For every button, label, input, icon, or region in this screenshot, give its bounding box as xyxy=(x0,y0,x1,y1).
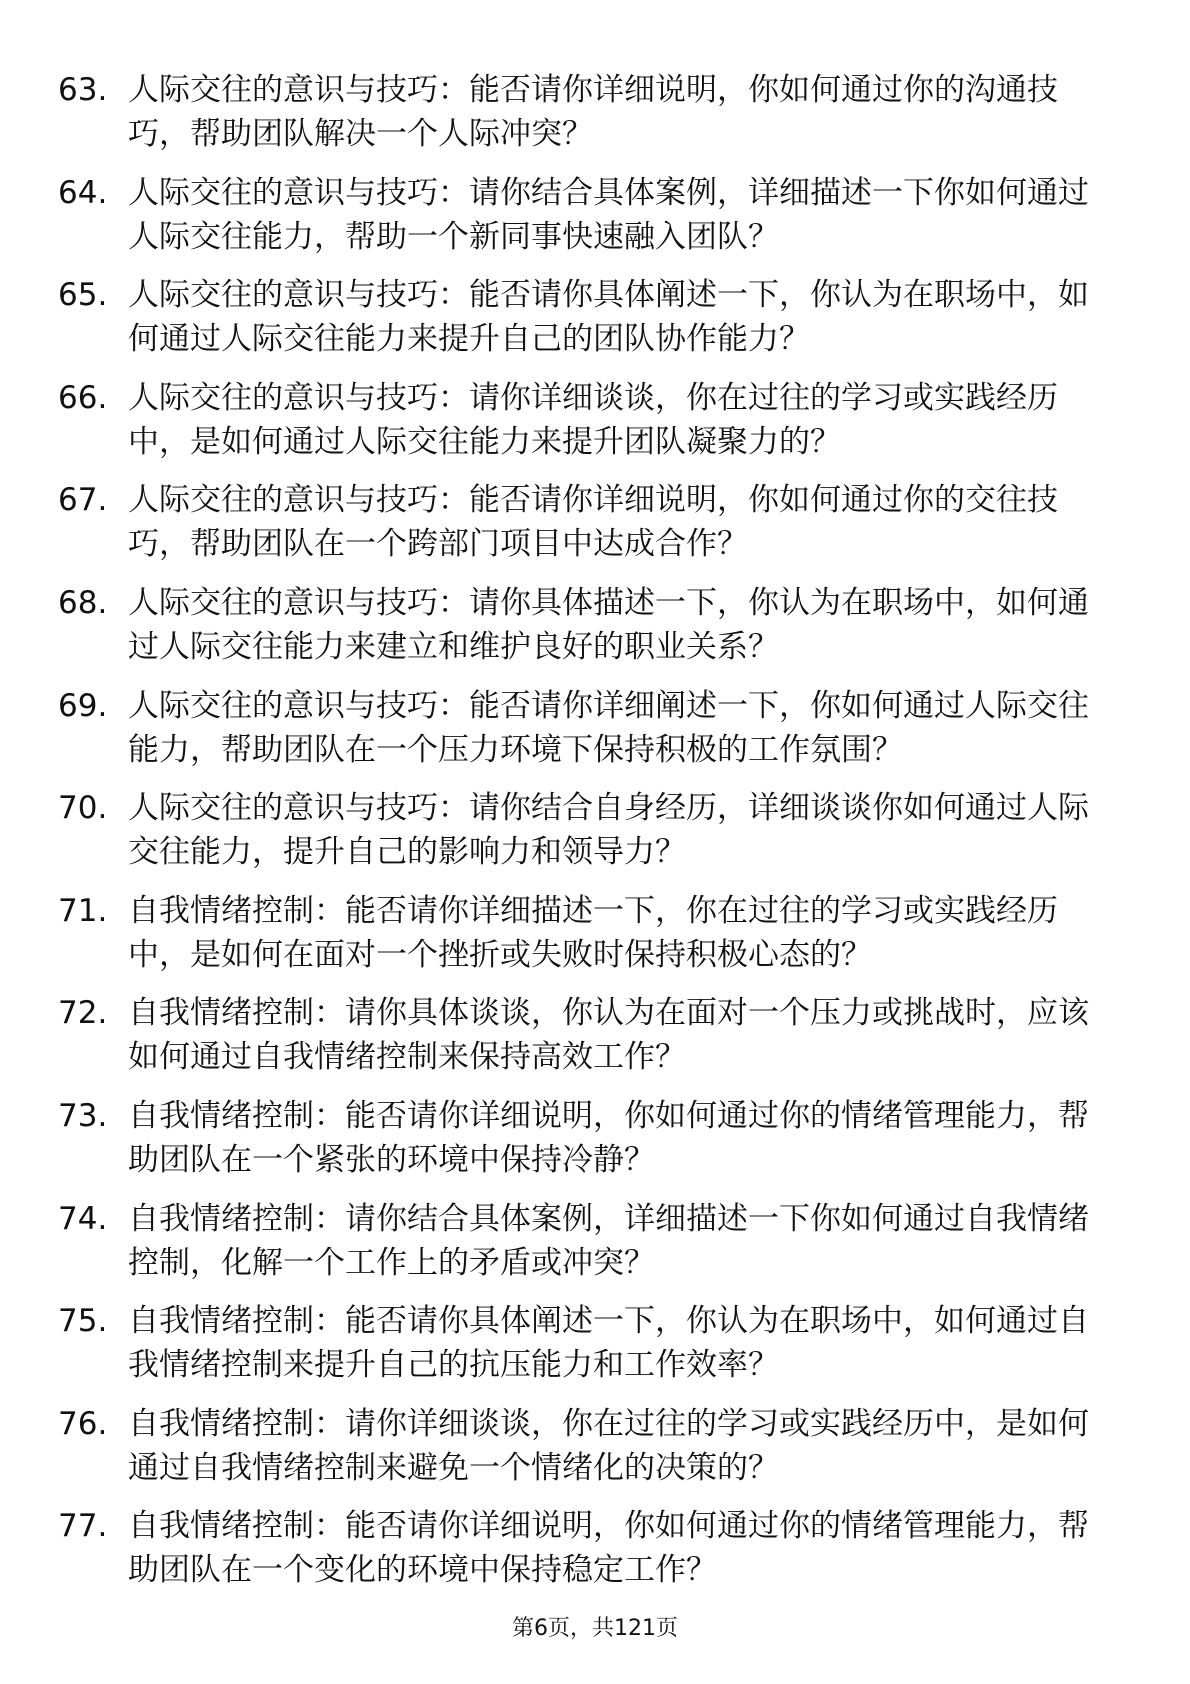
question-number: 71. xyxy=(58,892,108,929)
question-number: 73. xyxy=(58,1097,108,1134)
question-text: 自我情绪控制：能否请你具体阐述一下，你认为在职场中，如何通过自我情绪控制来提升自己的抗压能力和工作效率？ xyxy=(128,1303,1089,1384)
question-number: 66. xyxy=(58,379,108,416)
question-item xyxy=(0,581,1190,684)
question-item xyxy=(0,273,1190,376)
question-number: 72. xyxy=(58,995,108,1032)
question-number: 69. xyxy=(58,687,108,724)
question-number: 70. xyxy=(58,790,108,827)
question-item xyxy=(0,1504,1190,1607)
question-item xyxy=(0,889,1190,992)
question-text: 人际交往的意识与技巧：能否请你具体阐述一下，你认为在职场中，如何通过人际交往能力来提升自己的团队协作能力？ xyxy=(128,277,1089,358)
question-number: 64. xyxy=(58,174,108,211)
question-number: 77. xyxy=(58,1508,108,1545)
question-number: 65. xyxy=(58,277,108,314)
question-item xyxy=(0,1094,1190,1197)
question-item xyxy=(0,684,1190,787)
question-number: 74. xyxy=(58,1200,108,1237)
question-text: 自我情绪控制：能否请你详细说明，你如何通过你的情绪管理能力，帮助团队在一个变化的环境中保持稳定工作？ xyxy=(128,1508,1089,1589)
question-text: 人际交往的意识与技巧：能否请你详细阐述一下，你如何通过人际交往能力，帮助团队在一个压力环境下保持积极的工作氛围？ xyxy=(128,687,1089,768)
question-item xyxy=(0,68,1190,171)
question-text: 自我情绪控制：请你结合具体案例，详细描述一下你如何通过自我情绪控制，化解一个工作上的矛盾或冲突？ xyxy=(128,1200,1089,1281)
question-text: 自我情绪控制：请你具体谈谈，你认为在面对一个压力或挑战时，应该如何通过自我情绪控制来保持高效工作？ xyxy=(128,995,1089,1076)
question-text: 自我情绪控制：请你详细谈谈，你在过往的学习或实践经历中，是如何通过自我情绪控制来避免一个情绪化的决策的？ xyxy=(128,1405,1089,1486)
question-list xyxy=(0,68,1190,1607)
question-item xyxy=(0,1197,1190,1300)
question-number: 75. xyxy=(58,1303,108,1340)
question-item xyxy=(0,1402,1190,1505)
question-text: 自我情绪控制：能否请你详细描述一下，你在过往的学习或实践经历中，是如何在面对一个挫折或失败时保持积极心态的？ xyxy=(128,892,1058,973)
page-footer: 第6页，共121页 xyxy=(512,1616,678,1641)
question-number: 67. xyxy=(58,482,108,519)
question-item xyxy=(0,991,1190,1094)
question-item xyxy=(0,478,1190,581)
question-item xyxy=(0,786,1190,889)
question-number: 76. xyxy=(58,1405,108,1442)
question-item xyxy=(0,171,1190,274)
question-text: 人际交往的意识与技巧：能否请你详细说明，你如何通过你的交往技巧，帮助团队在一个跨部门项目中达成合作？ xyxy=(128,482,1058,563)
question-number: 63. xyxy=(58,72,108,108)
question-number: 68. xyxy=(58,584,108,621)
question-text: 人际交往的意识与技巧：请你详细谈谈，你在过往的学习或实践经历中，是如何通过人际交往能力来提升团队凝聚力的？ xyxy=(128,379,1058,460)
question-item xyxy=(0,376,1190,479)
question-text: 自我情绪控制：能否请你详细说明，你如何通过你的情绪管理能力，帮助团队在一个紧张的环境中保持冷静？ xyxy=(128,1097,1089,1178)
question-text: 人际交往的意识与技巧：请你结合自身经历，详细谈谈你如何通过人际交往能力，提升自己的影响力和领导力？ xyxy=(128,790,1089,871)
question-item xyxy=(0,1299,1190,1402)
question-text: 人际交往的意识与技巧：请你具体描述一下，你认为在职场中，如何通过人际交往能力来建立和维护良好的职业关系？ xyxy=(128,584,1089,665)
question-text: 人际交往的意识与技巧：能否请你详细说明，你如何通过你的沟通技巧，帮助团队解决一个人际冲突？ xyxy=(128,72,1058,152)
question-text: 人际交往的意识与技巧：请你结合具体案例，详细描述一下你如何通过人际交往能力，帮助一个新同事快速融入团队？ xyxy=(128,174,1089,255)
